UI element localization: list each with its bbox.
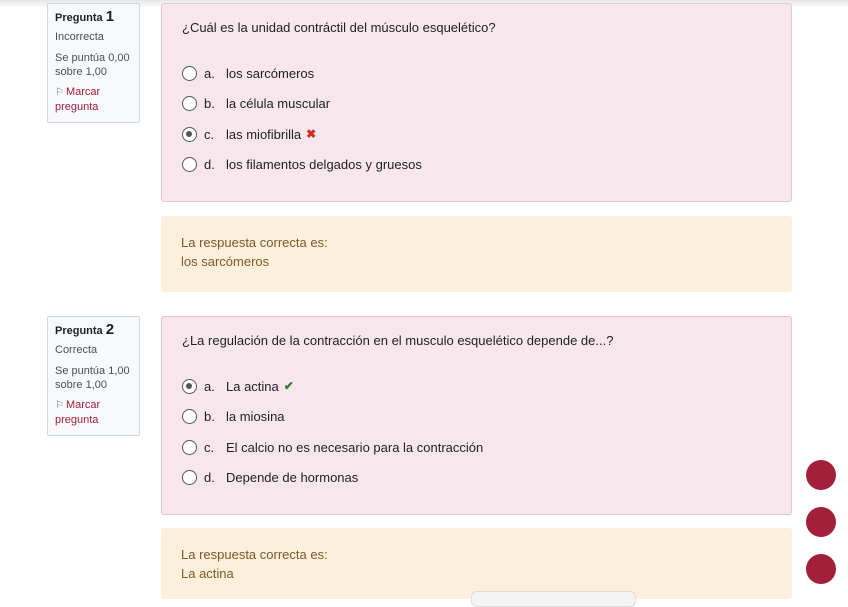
question-label: Pregunta bbox=[55, 12, 103, 24]
feedback-answer: los sarcómeros bbox=[181, 254, 270, 269]
question-text: ¿La regulación de la contracción en el musculo esquelético depende de...? bbox=[182, 333, 614, 348]
radio-button[interactable] bbox=[182, 157, 197, 172]
question-grade: Se puntúa 1,00 sobre 1,00 bbox=[55, 365, 130, 391]
option-text: El calcio no es necesario para la contracción bbox=[226, 439, 484, 455]
feedback-label: La respuesta correcta es: bbox=[181, 235, 328, 250]
bottom-button[interactable] bbox=[471, 591, 636, 607]
question-grade: Se puntúa 0,00 sobre 1,00 bbox=[55, 52, 130, 78]
question-number: 2 bbox=[105, 321, 115, 338]
option-text: la miosina bbox=[226, 409, 285, 425]
flag-icon: ⚐ bbox=[55, 87, 64, 98]
question-state: Incorrecta bbox=[55, 31, 104, 43]
answer-option-c[interactable] bbox=[182, 119, 771, 150]
feedback-label: La respuesta correcta es: bbox=[181, 547, 328, 562]
option-letter: c. bbox=[204, 126, 215, 142]
answer-option-a[interactable] bbox=[182, 371, 771, 402]
nav-button[interactable] bbox=[806, 460, 836, 490]
option-letter: b. bbox=[204, 96, 215, 112]
option-letter: a. bbox=[204, 378, 215, 394]
option-text: la célula muscular bbox=[226, 96, 331, 112]
radio-button[interactable] bbox=[182, 440, 197, 455]
answer-option-d[interactable] bbox=[182, 150, 771, 181]
check-icon: ✔ bbox=[283, 379, 294, 394]
question-state: Correcta bbox=[55, 344, 98, 356]
option-text: los sarcómeros bbox=[226, 65, 315, 81]
feedback-box-2 bbox=[161, 528, 792, 599]
answer-option-c[interactable] bbox=[182, 432, 771, 463]
question-content-1 bbox=[161, 3, 792, 202]
nav-button[interactable] bbox=[806, 507, 836, 537]
feedback-box-1 bbox=[161, 216, 792, 292]
radio-button-selected[interactable] bbox=[182, 379, 197, 394]
option-letter: d. bbox=[204, 157, 215, 173]
question-number: 1 bbox=[105, 8, 115, 25]
nav-button[interactable] bbox=[806, 554, 836, 584]
option-letter: b. bbox=[204, 409, 215, 425]
question-info-1 bbox=[47, 3, 140, 123]
option-letter: a. bbox=[204, 65, 215, 81]
radio-button[interactable] bbox=[182, 96, 197, 111]
radio-button-selected[interactable] bbox=[182, 127, 197, 142]
option-text: los filamentos delgados y gruesos bbox=[226, 157, 422, 173]
question-content-2 bbox=[161, 316, 792, 515]
flag-question-label: Marcar pregunta bbox=[55, 399, 101, 426]
option-text: La actina bbox=[226, 378, 279, 394]
question-number-line bbox=[55, 323, 132, 338]
answer-option-b[interactable] bbox=[182, 89, 771, 120]
feedback-answer: La actina bbox=[181, 566, 234, 581]
answer-options bbox=[182, 58, 771, 180]
cross-icon: ✖ bbox=[306, 127, 317, 142]
flag-icon: ⚐ bbox=[55, 400, 64, 411]
answer-option-d[interactable] bbox=[182, 463, 771, 494]
question-text: ¿Cuál es la unidad contráctil del músculo esquelético? bbox=[182, 20, 496, 35]
option-letter: c. bbox=[204, 439, 215, 455]
question-label: Pregunta bbox=[55, 325, 103, 337]
answer-option-a[interactable] bbox=[182, 58, 771, 89]
question-number-line bbox=[55, 10, 132, 25]
option-text: las miofibrilla bbox=[226, 126, 302, 142]
flag-question-link[interactable] bbox=[55, 85, 132, 114]
radio-button[interactable] bbox=[182, 409, 197, 424]
flag-question-link[interactable] bbox=[55, 398, 132, 427]
flag-question-label: Marcar pregunta bbox=[55, 86, 101, 113]
question-info-2 bbox=[47, 316, 140, 436]
radio-button[interactable] bbox=[182, 66, 197, 81]
option-letter: d. bbox=[204, 470, 215, 486]
answer-option-b[interactable] bbox=[182, 402, 771, 433]
answer-options bbox=[182, 371, 771, 493]
radio-button[interactable] bbox=[182, 470, 197, 485]
option-text: Depende de hormonas bbox=[226, 470, 359, 486]
